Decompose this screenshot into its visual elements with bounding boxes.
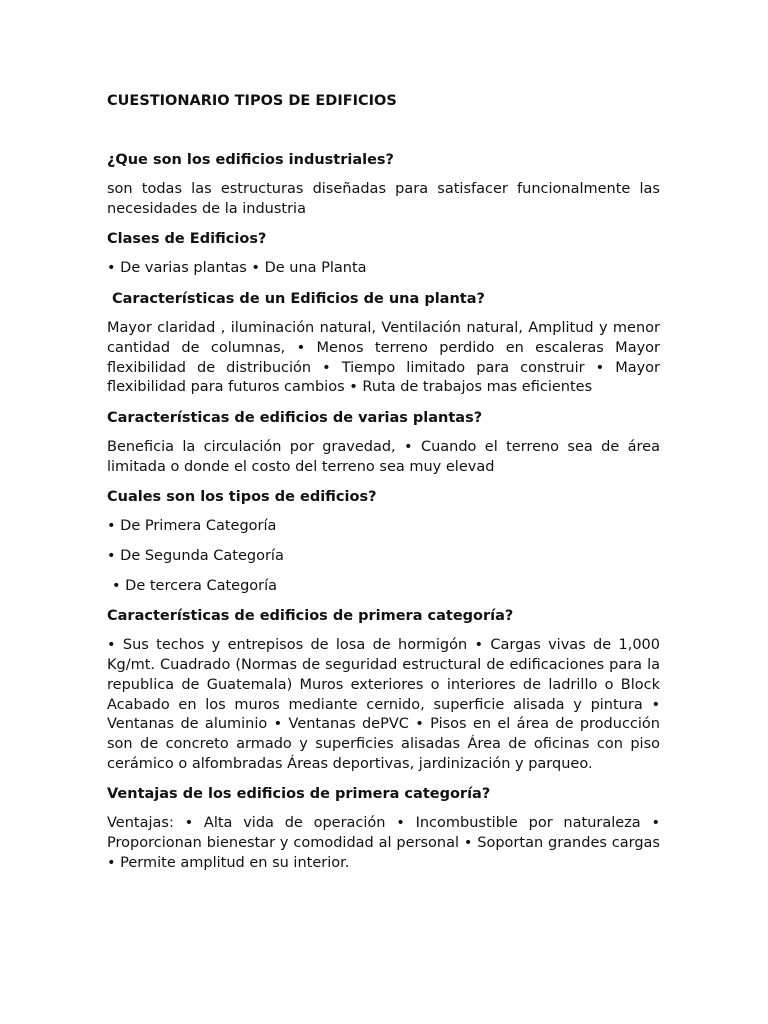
answer-industrial-buildings: son todas las estructuras diseñadas para satisfacer funcionalmente las necesidades de la industria: [107, 181, 660, 217]
question-first-category-advantages: Ventajas de los edificios de primera categoría?: [107, 786, 491, 803]
answer-multi-floor: Beneficia la circulación por gravedad, • Cuando el terreno sea de área limitada o donde el costo del terreno sea muy elevad: [107, 438, 660, 475]
question-building-types: Cuales son los tipos de edificios?: [107, 489, 377, 506]
answer-first-category: • Sus techos y entrepisos de losa de hormigón • Cargas vivas de 1,000 Kg/mt. Cuadrado (Normas de seguridad estructural de edificaciones para la republica de Guatemala) Muros exteriores o interiores de ladrillo o Block Acabado en los muros mediante cernido, superficie alisada y pintura • Ventanas de aluminio • Ventanas dePVC • Pisos en el área de producción son de concreto armado y superficies alisadas Área de oficinas con piso cerámico o alfombradas Áreas deportivas, jardinización y parqueo.: [107, 637, 660, 772]
answer-single-floor: Mayor claridad , iluminación natural, Ventilación natural, Amplitud y menor cantidad de columnas, • Menos terreno perdido en escaleras Mayor flexibilidad de distribución • Tiempo limitado para construir • Mayor flexibilidad para futuros cambios • Ruta de trabajos mas eficientes: [107, 320, 660, 396]
answer-first-category-advantages: Ventajas: • Alta vida de operación • Incombustible por naturaleza • Proporcionan bienestar y comodidad al personal • Soportan grandes cargas • Permite amplitud en su interior.: [107, 815, 660, 871]
question-first-category: Características de edificios de primera categoría?: [107, 608, 514, 625]
question-single-floor: Características de un Edificios de una planta?: [112, 291, 485, 308]
question-multi-floor: Características de edificios de varias plantas?: [107, 409, 483, 426]
question-industrial-buildings: ¿Que son los edificios industriales?: [107, 152, 394, 168]
answer-type-first: • De Primera Categoría: [107, 518, 277, 535]
answer-type-third: • De tercera Categoría: [112, 577, 278, 594]
answer-building-classes: • De varias plantas • De una Planta: [107, 260, 367, 277]
answer-type-second: • De Segunda Categoría: [107, 548, 284, 565]
question-building-classes: Clases de Edificios?: [107, 231, 267, 248]
document-body: [107, 150, 660, 883]
document-title: CUESTIONARIO TIPOS DE EDIFICIOS: [107, 93, 397, 109]
